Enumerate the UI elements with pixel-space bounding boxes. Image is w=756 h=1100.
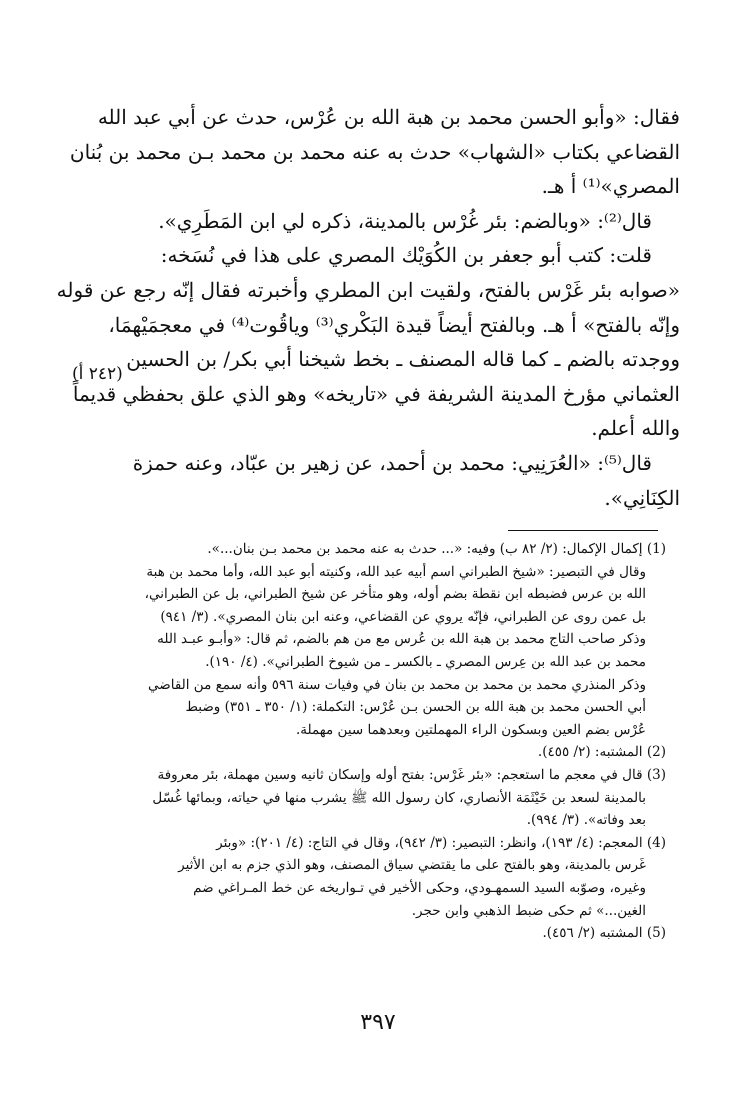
main-text-line: ووجدته بالضم ـ كما قاله المصنف ـ بخط شيخنا أبي بكر/ بن الحسين [126,347,680,372]
footnote-line: (3) قال في معجم ما استعجم: «بئر غَرْس: بفتح أوله وإسكان ثانيه وسين مهملة، بئر معروفة [157,766,666,783]
footnote-line: وذكر صاحب التاج محمد بن هبة الله بن عُرس مع من هم بالضم، ثم قال: «وأبـو عبـد الله [157,631,646,648]
main-text-line: وإنّه بالفتح» أ هـ. وبالفتح أيضاً قيدة البَكْري⁽³⁾ وياقُوت⁽⁴⁾ في معجمَيْهمَا، [108,312,680,337]
main-text-line: قال⁽²⁾: «وبالضم: بئر غُرْس بالمدينة، ذكره لي ابن المَطَرِي». [158,208,652,233]
footnote-line: غَرس بالمدينة، وهو بالفتح على ما يقتضي سياق المصنف، وهو الذي جزم به ابن الأثير [178,857,646,874]
main-text-line: القضاعي بكتاب «الشهاب» حدث به عنه محمد بن محمد بـن محمد بن بُنان [69,139,680,164]
main-text-line: قلت: كتب أبو جعفر بن الكُوَيْك المصري على هذا في نُسَخه: [160,243,652,268]
footnote-line: عُرْس بضم العين وبسكون الراء المهملتين وبعدهما سين مهملة. [296,721,646,738]
footnote-line: (2) المشتبه: (٢/ ٤٥٥). [537,744,666,761]
page-number: ٣٩٧ [360,1010,396,1035]
footnote-line: أبي الحسن محمد بن هبة الله بن الحسن بـن عُرْس: التكملة: (١/ ٣٥٠ ـ ٣٥١) وضبط [185,699,646,716]
footnote-line: محمد بن عبد الله بن عِرس المصري ـ بالكسر ـ من شيوخ الطبراني». (٤/ ١٩٠). [205,653,646,670]
footnote-line: بل عمن روى عن الطبراني، فإنّه يروي عن القضاعي، وعنه ابن بنان المصري». (٣/ ٩٤١) [160,608,646,625]
footnotes-block [142,538,666,945]
manuscript-folio-marker: (٢٤٢ أ) [72,364,123,384]
footnote-line: وقال في التبصير: «شيخ الطبراني اسم أبيه عبد الله، وكنيته أبو عبد الله، وأما محمد بن هبة [146,563,646,580]
footnote-separator [508,530,658,531]
footnote-line: بالمدينة لسعد بن خَيْثَمَة الأنصاري، كان رسول الله ﷺ يشرب منها في حياته، وبمائها غُسّل [152,789,646,806]
footnote-line: (4) المعجم: (٤/ ١٩٣)، وانظر: التبصير: (٣/ ٩٤٢)، وقال في التاج: (٤/ ٢٠١): «وبئر [216,834,666,851]
main-text-line: «صوابه بئر غَرْس بالفتح، ولقيت ابن المطري وأخبرته فقال إنّه رجع عن قوله [56,277,680,302]
footnote-line: وذكر المنذري محمد بن محمد بن محمد بن بنان في وفيات سنة ٥٩٦ وأنه سمع من القاضي [147,676,646,693]
footnote-line: (1) إكمال الإكمال: (٢/ ٨٢ ب) وفيه: «... حدث به عنه محمد بن محمد بـن بنان...». [207,541,666,557]
main-text-line: الكِنَانِي». [604,485,680,510]
footnote-line: الغين...» ثم حكى ضبط الذهبي وابن حجر. [411,902,646,919]
main-text-line: العثماني مؤرخ المدينة الشريفة في «تاريخه» وهو الذي علق بحفظي قديماً [72,381,680,406]
main-text-line: فقال: «وأبو الحسن محمد بن هبة الله بن عُرْس، حدث عن أبي عبد الله [97,105,680,129]
footnote-line: بعد وفاته». (٣/ ٩٩٤). [526,812,646,829]
main-text-line: والله أعلم. [591,416,680,441]
footnote-line: (5) المشتبه (٢/ ٤٥٦). [542,925,666,942]
main-text-line: قال⁽⁵⁾: «العُرَنِيي: محمد بن أحمد، عن زهير بن عبّاد، وعنه حمزة [132,450,652,475]
footnote-line: وغيره، وصوّبه السيد السمهـودي، وحكى الأخير في تـواريخه عن خط المـراغي ضم [193,879,646,896]
main-text-line: المصري»⁽¹⁾ أ هـ. [541,174,680,199]
footnote-line: الله بن عرس فضبطه ابن نقطة بضم أوله، وهو متأخر عن شيخ الطبراني، بل عن الطبراني، [144,586,646,603]
